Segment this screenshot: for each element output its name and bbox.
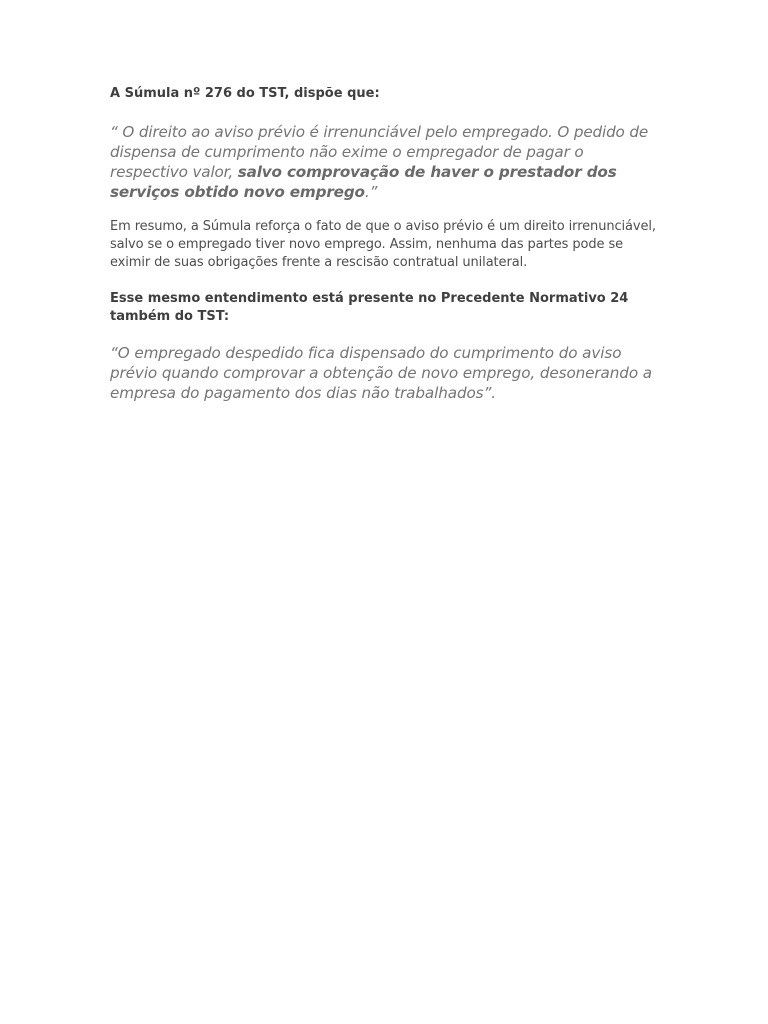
quote-precedente-24: “O empregado despedido fica dispensado do cumprimento do aviso prévio quando comprovar a obtenção de novo emprego, desonerando a empresa do pagamento dos dias não trabalhados”. bbox=[110, 344, 652, 402]
heading-precedente-24: Esse mesmo entendimento está presente no Precedente Normativo 24 também do TST: bbox=[110, 291, 629, 324]
quote-sumula-276 bbox=[110, 122, 662, 202]
quote-bold-text: salvo comprovação de haver o prestador dos serviços obtido novo emprego bbox=[110, 163, 617, 201]
summary-paragraph: Em resumo, a Súmula reforça o fato de que o aviso prévio é um direito irrenunciável, salvo se o empregado tiver novo emprego. Assim, nenhuma das partes pode se eximir de suas obrigações frente a rescisão contratual unilateral. bbox=[110, 219, 656, 270]
heading-sumula-276: A Súmula nº 276 do TST, dispõe que: bbox=[110, 86, 380, 101]
quote-close-mark: .” bbox=[364, 183, 378, 201]
quote-regular-text: O direito ao aviso prévio é irrenunciável pelo empregado. O pedido de dispensa de cumprimento não exime o empregador de pagar o respectivo valor, bbox=[110, 123, 649, 181]
document-body bbox=[110, 85, 662, 403]
quote-open-mark: “ bbox=[110, 123, 123, 141]
